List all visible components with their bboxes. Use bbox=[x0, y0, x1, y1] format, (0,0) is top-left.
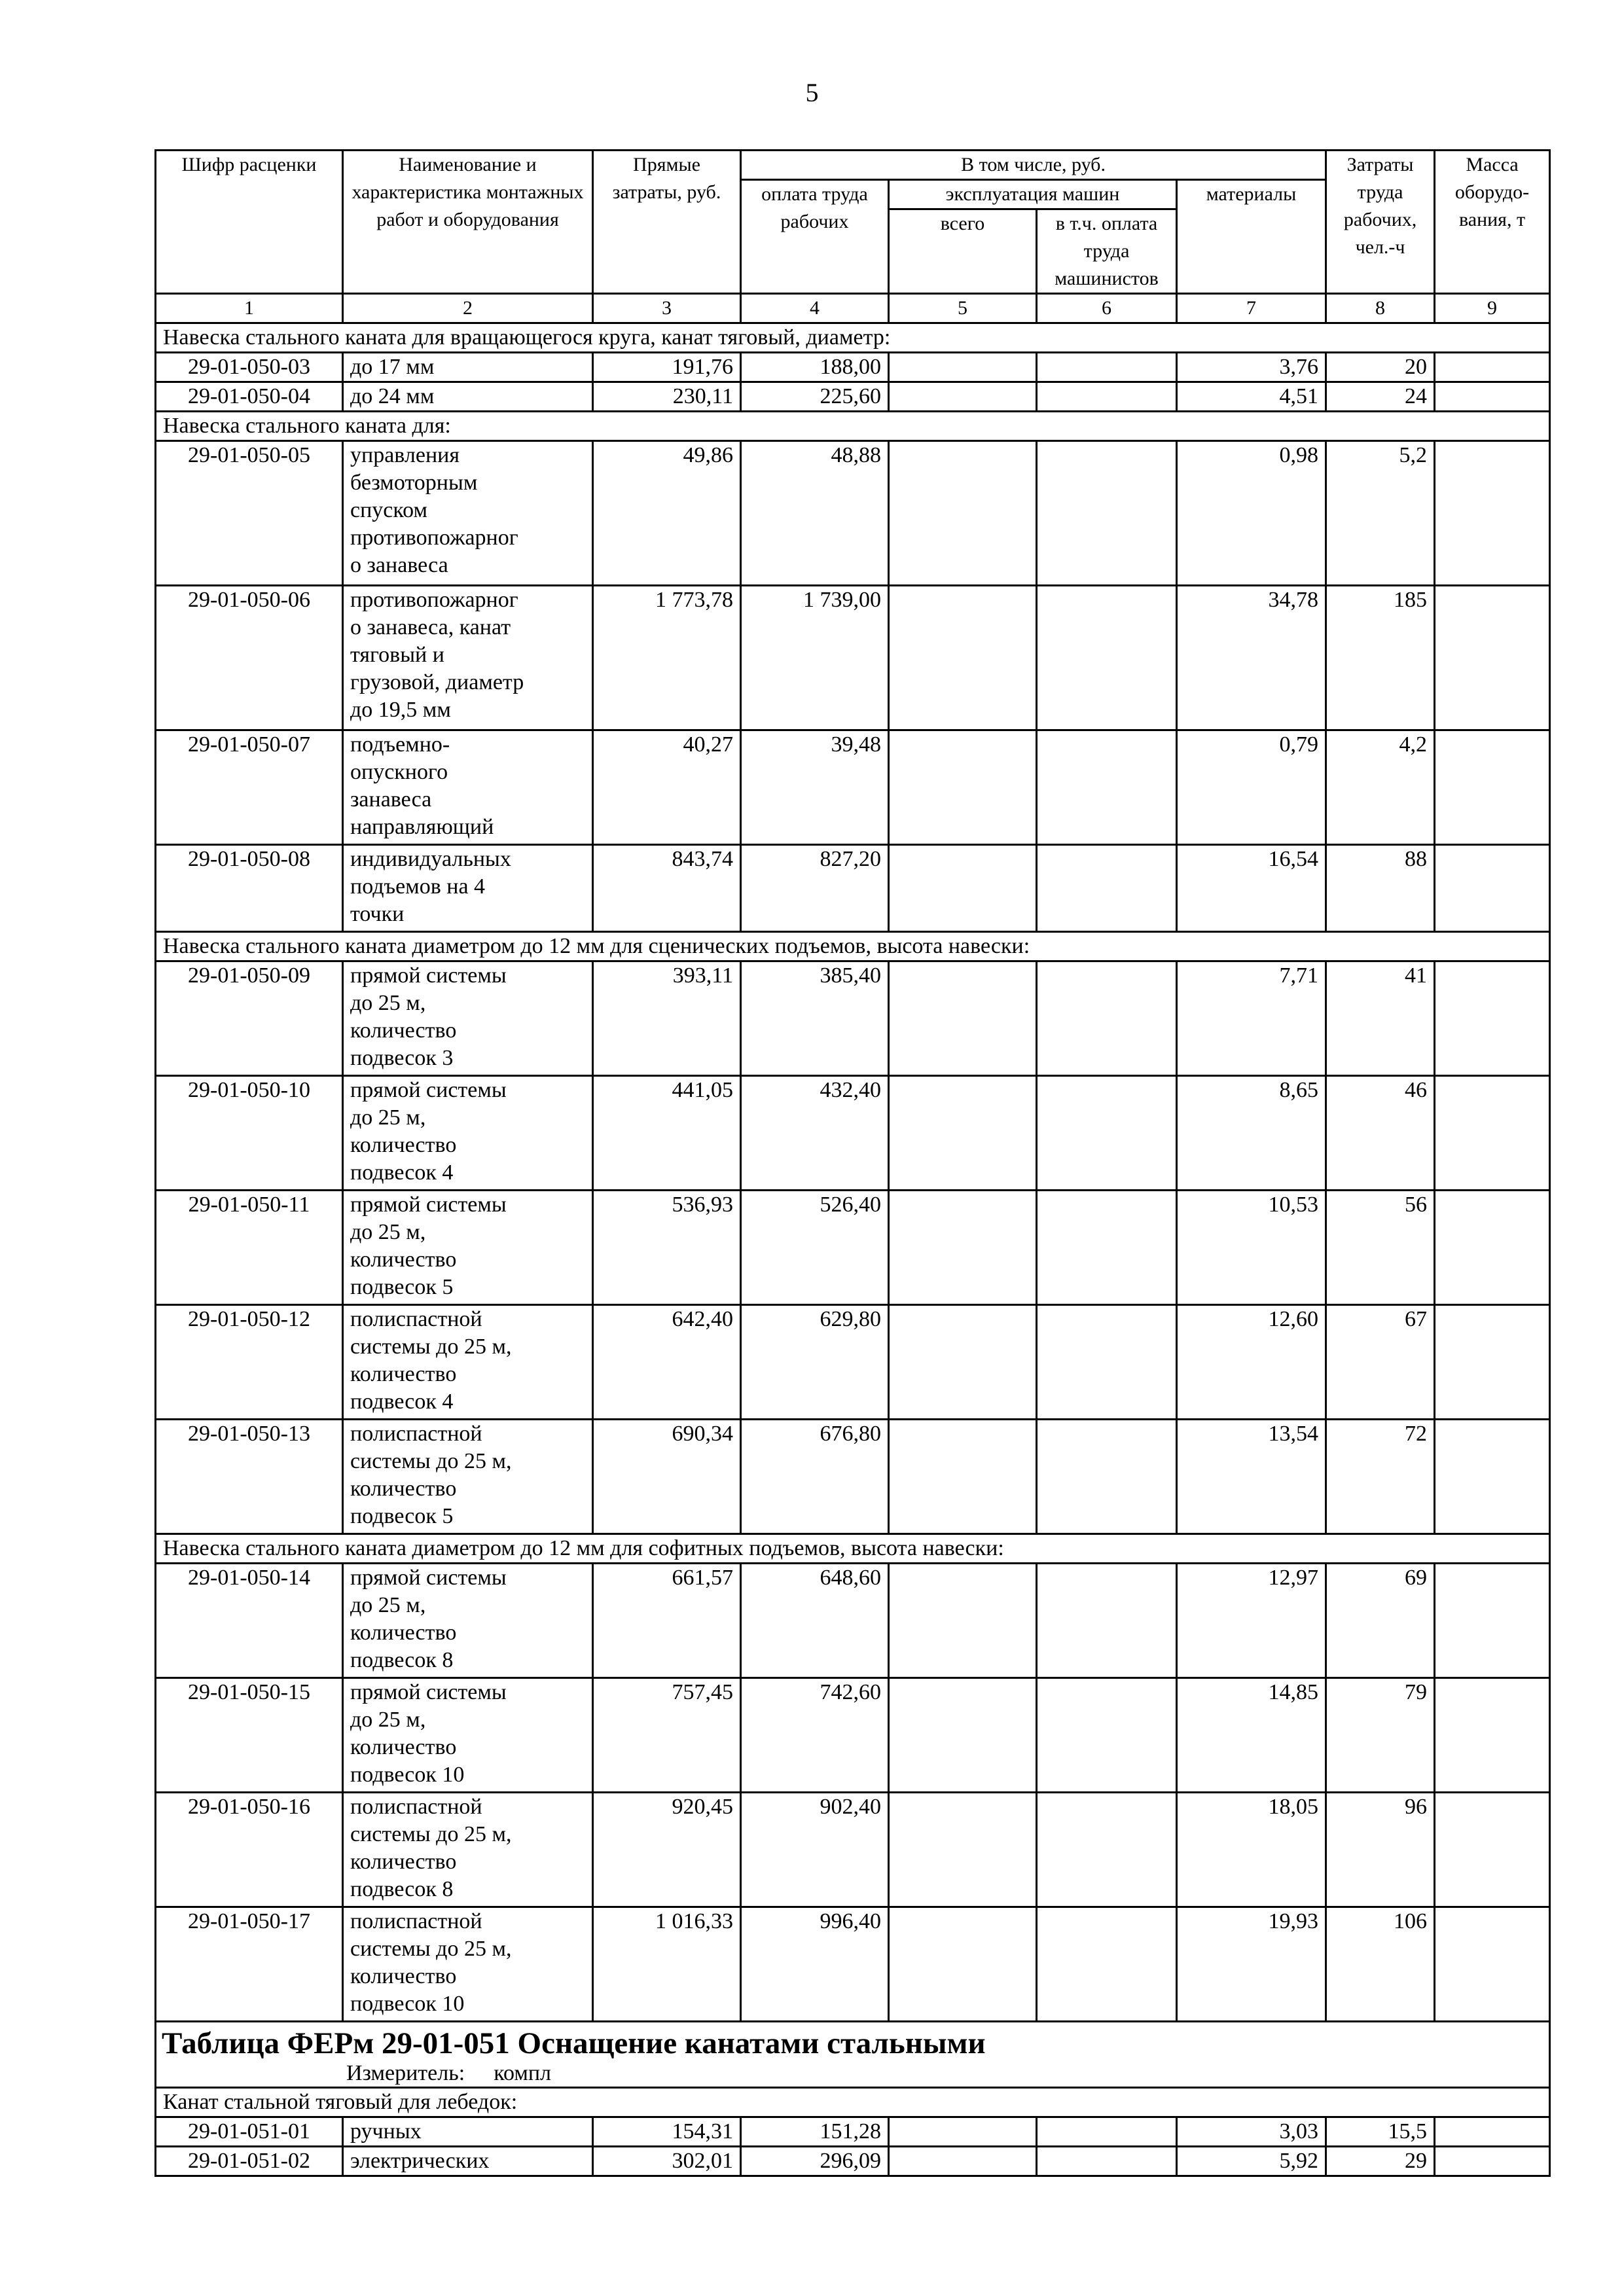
cell-labor: 79 bbox=[1326, 1678, 1435, 1793]
cell-mass bbox=[1435, 1420, 1550, 1534]
cell-wages: 648,60 bbox=[741, 1564, 889, 1678]
table2-title: Таблица ФЕРм 29-01-051 Оснащение канатами стальными bbox=[162, 2026, 986, 2060]
cell-mass bbox=[1435, 2117, 1550, 2147]
cell-wages: 225,60 bbox=[741, 382, 889, 412]
cell-wages: 39,48 bbox=[741, 730, 889, 845]
section-row bbox=[156, 412, 1550, 441]
cell-labor: 72 bbox=[1326, 1420, 1435, 1534]
cell-materials: 3,03 bbox=[1177, 2117, 1326, 2147]
cell-mass bbox=[1435, 961, 1550, 1076]
cell-machinist-wages bbox=[1037, 382, 1177, 412]
column-number: 3 bbox=[593, 294, 741, 323]
cell-wages: 827,20 bbox=[741, 845, 889, 932]
cell-direct: 843,74 bbox=[593, 845, 741, 932]
cell-name: до 24 мм bbox=[343, 382, 593, 412]
cell-name: прямой системы до 25 м, количество подвесок 8 bbox=[343, 1564, 593, 1678]
header-direct: Прямые затраты, руб. bbox=[593, 151, 741, 294]
cell-code: 29-01-051-01 bbox=[156, 2117, 343, 2147]
cell-name: ручных bbox=[343, 2117, 593, 2147]
cell-materials: 0,79 bbox=[1177, 730, 1326, 845]
cell-name: прямой системы до 25 м, количество подвесок 5 bbox=[343, 1191, 593, 1305]
cell-machines-total bbox=[889, 1907, 1037, 2022]
header-machines-total: всего bbox=[889, 209, 1037, 294]
cell-name: полиспастной системы до 25 м, количество подвесок 4 bbox=[343, 1305, 593, 1420]
cell-machinist-wages bbox=[1037, 1191, 1177, 1305]
cell-labor: 20 bbox=[1326, 353, 1435, 382]
cell-wages: 629,80 bbox=[741, 1305, 889, 1420]
cell-machinist-wages bbox=[1037, 586, 1177, 730]
cell-direct: 536,93 bbox=[593, 1191, 741, 1305]
cell-machines-total bbox=[889, 2147, 1037, 2176]
table-row bbox=[156, 1420, 1550, 1534]
table-row bbox=[156, 1305, 1550, 1420]
table-row bbox=[156, 2117, 1550, 2147]
cell-machines-total bbox=[889, 1076, 1037, 1191]
column-number: 8 bbox=[1326, 294, 1435, 323]
cell-labor: 46 bbox=[1326, 1076, 1435, 1191]
cell-machinist-wages bbox=[1037, 353, 1177, 382]
cell-code: 29-01-050-12 bbox=[156, 1305, 343, 1420]
cell-machinist-wages bbox=[1037, 961, 1177, 1076]
header-mass: Масса оборудо-вания, т bbox=[1435, 151, 1550, 294]
cell-mass bbox=[1435, 1305, 1550, 1420]
cell-code: 29-01-050-04 bbox=[156, 382, 343, 412]
cell-machines-total bbox=[889, 845, 1037, 932]
section-row bbox=[156, 2088, 1550, 2117]
cell-machinist-wages bbox=[1037, 441, 1177, 586]
cell-machines-total bbox=[889, 1678, 1037, 1793]
page-number: 5 bbox=[805, 78, 819, 107]
column-number: 1 bbox=[156, 294, 343, 323]
cell-machines-total bbox=[889, 1305, 1037, 1420]
cell-materials: 4,51 bbox=[1177, 382, 1326, 412]
cell-machines-total bbox=[889, 2117, 1037, 2147]
cell-direct: 661,57 bbox=[593, 1564, 741, 1678]
table-row bbox=[156, 845, 1550, 932]
cell-machines-total bbox=[889, 1793, 1037, 1907]
cell-direct: 757,45 bbox=[593, 1678, 741, 1793]
cell-materials: 10,53 bbox=[1177, 1191, 1326, 1305]
section-title: Навеска стального каната для вращающегося круга, канат тяговый, диаметр: bbox=[156, 323, 1550, 353]
cell-materials: 19,93 bbox=[1177, 1907, 1326, 2022]
cell-machines-total bbox=[889, 1191, 1037, 1305]
cell-direct: 1 016,33 bbox=[593, 1907, 741, 2022]
cell-labor: 5,2 bbox=[1326, 441, 1435, 586]
cell-labor: 4,2 bbox=[1326, 730, 1435, 845]
cell-materials: 0,98 bbox=[1177, 441, 1326, 586]
column-number: 4 bbox=[741, 294, 889, 323]
section-row bbox=[156, 1534, 1550, 1564]
cell-name: противопожарног о занавеса, канат тяговый и грузовой, диаметр до 19,5 мм bbox=[343, 586, 593, 730]
column-number: 2 bbox=[343, 294, 593, 323]
cell-labor: 69 bbox=[1326, 1564, 1435, 1678]
cell-name: управления безмоторным спуском противопожарног о занавеса bbox=[343, 441, 593, 586]
cell-code: 29-01-050-11 bbox=[156, 1191, 343, 1305]
header-machines: эксплуатация машин bbox=[889, 180, 1177, 209]
cell-machinist-wages bbox=[1037, 1793, 1177, 1907]
cell-wages: 996,40 bbox=[741, 1907, 889, 2022]
cell-code: 29-01-050-07 bbox=[156, 730, 343, 845]
cell-direct: 154,31 bbox=[593, 2117, 741, 2147]
cell-direct: 191,76 bbox=[593, 353, 741, 382]
cell-machinist-wages bbox=[1037, 2117, 1177, 2147]
cell-machines-total bbox=[889, 586, 1037, 730]
cell-code: 29-01-050-10 bbox=[156, 1076, 343, 1191]
header-code: Шифр расценки bbox=[156, 151, 343, 294]
cell-mass bbox=[1435, 353, 1550, 382]
cell-machinist-wages bbox=[1037, 2147, 1177, 2176]
cell-machinist-wages bbox=[1037, 1305, 1177, 1420]
cell-mass bbox=[1435, 382, 1550, 412]
cell-mass bbox=[1435, 586, 1550, 730]
section-title: Навеска стального каната для: bbox=[156, 412, 1550, 441]
cell-labor: 15,5 bbox=[1326, 2117, 1435, 2147]
cell-machines-total bbox=[889, 353, 1037, 382]
cell-machinist-wages bbox=[1037, 1564, 1177, 1678]
cell-code: 29-01-050-15 bbox=[156, 1678, 343, 1793]
cell-machines-total bbox=[889, 1564, 1037, 1678]
column-number: 7 bbox=[1177, 294, 1326, 323]
section-title: Навеска стального каната диаметром до 12 мм для сценических подъемов, высота навески: bbox=[156, 932, 1550, 961]
cell-code: 29-01-050-06 bbox=[156, 586, 343, 730]
cell-mass bbox=[1435, 1076, 1550, 1191]
cell-code: 29-01-050-08 bbox=[156, 845, 343, 932]
cell-machinist-wages bbox=[1037, 845, 1177, 932]
cell-mass bbox=[1435, 1907, 1550, 2022]
cell-direct: 441,05 bbox=[593, 1076, 741, 1191]
cell-mass bbox=[1435, 845, 1550, 932]
cell-materials: 12,60 bbox=[1177, 1305, 1326, 1420]
cell-wages: 296,09 bbox=[741, 2147, 889, 2176]
cell-name: электрических bbox=[343, 2147, 593, 2176]
cell-labor: 41 bbox=[1326, 961, 1435, 1076]
cell-labor: 67 bbox=[1326, 1305, 1435, 1420]
cell-materials: 5,92 bbox=[1177, 2147, 1326, 2176]
cell-code: 29-01-050-13 bbox=[156, 1420, 343, 1534]
cell-code: 29-01-050-17 bbox=[156, 1907, 343, 2022]
cell-direct: 393,11 bbox=[593, 961, 741, 1076]
cell-materials: 18,05 bbox=[1177, 1793, 1326, 1907]
cell-materials: 16,54 bbox=[1177, 845, 1326, 932]
column-number: 6 bbox=[1037, 294, 1177, 323]
cell-materials: 12,97 bbox=[1177, 1564, 1326, 1678]
cell-machines-total bbox=[889, 730, 1037, 845]
table-row bbox=[156, 1793, 1550, 1907]
cell-wages: 188,00 bbox=[741, 353, 889, 382]
header-labor: Затраты труда рабочих, чел.-ч bbox=[1326, 151, 1435, 294]
header-materials: материалы bbox=[1177, 180, 1326, 294]
cell-direct: 1 773,78 bbox=[593, 586, 741, 730]
table-row bbox=[156, 730, 1550, 845]
table-row bbox=[156, 1191, 1550, 1305]
cell-code: 29-01-050-05 bbox=[156, 441, 343, 586]
cell-machinist-wages bbox=[1037, 1420, 1177, 1534]
cell-materials: 14,85 bbox=[1177, 1678, 1326, 1793]
section-title: Навеска стального каната диаметром до 12 мм для софитных подъемов, высота навески: bbox=[156, 1534, 1550, 1564]
cell-machinist-wages bbox=[1037, 1907, 1177, 2022]
table-row bbox=[156, 441, 1550, 586]
cell-labor: 96 bbox=[1326, 1793, 1435, 1907]
header-machinist-wages: в т.ч. оплата труда машинистов bbox=[1037, 209, 1177, 294]
cell-mass bbox=[1435, 441, 1550, 586]
section-row bbox=[156, 323, 1550, 353]
cell-direct: 40,27 bbox=[593, 730, 741, 845]
cell-name: подъемно- опускного занавеса направляющий bbox=[343, 730, 593, 845]
table-row bbox=[156, 1564, 1550, 1678]
table-row bbox=[156, 1076, 1550, 1191]
table2-heading-row bbox=[156, 2022, 1550, 2088]
cell-name: полиспастной системы до 25 м, количество подвесок 5 bbox=[343, 1420, 593, 1534]
table2-measure bbox=[156, 2060, 1549, 2087]
table-row bbox=[156, 353, 1550, 382]
cell-wages: 1 739,00 bbox=[741, 586, 889, 730]
cell-name: прямой системы до 25 м, количество подвесок 3 bbox=[343, 961, 593, 1076]
cell-machinist-wages bbox=[1037, 1076, 1177, 1191]
cell-materials: 3,76 bbox=[1177, 353, 1326, 382]
cell-labor: 24 bbox=[1326, 382, 1435, 412]
cell-materials: 8,65 bbox=[1177, 1076, 1326, 1191]
cell-code: 29-01-050-09 bbox=[156, 961, 343, 1076]
cell-direct: 302,01 bbox=[593, 2147, 741, 2176]
cell-direct: 49,86 bbox=[593, 441, 741, 586]
cell-wages: 48,88 bbox=[741, 441, 889, 586]
cell-code: 29-01-051-02 bbox=[156, 2147, 343, 2176]
cell-name: прямой системы до 25 м, количество подвесок 4 bbox=[343, 1076, 593, 1191]
cell-labor: 185 bbox=[1326, 586, 1435, 730]
cell-wages: 676,80 bbox=[741, 1420, 889, 1534]
header-wages: оплата труда рабочих bbox=[741, 180, 889, 294]
column-number: 9 bbox=[1435, 294, 1550, 323]
cell-wages: 432,40 bbox=[741, 1076, 889, 1191]
cell-wages: 742,60 bbox=[741, 1678, 889, 1793]
table-row bbox=[156, 1678, 1550, 1793]
column-numbers-row bbox=[156, 294, 1550, 323]
cell-wages: 151,28 bbox=[741, 2117, 889, 2147]
cell-labor: 88 bbox=[1326, 845, 1435, 932]
section-title: Канат стальной тяговый для лебедок: bbox=[156, 2088, 1550, 2117]
cell-code: 29-01-050-16 bbox=[156, 1793, 343, 1907]
cell-wages: 902,40 bbox=[741, 1793, 889, 1907]
cell-code: 29-01-050-03 bbox=[156, 353, 343, 382]
measure-label: Измеритель: bbox=[346, 2061, 465, 2085]
cell-mass bbox=[1435, 2147, 1550, 2176]
cell-mass bbox=[1435, 1678, 1550, 1793]
price-table bbox=[154, 149, 1551, 2177]
table-row bbox=[156, 2147, 1550, 2176]
cell-labor: 29 bbox=[1326, 2147, 1435, 2176]
table-row bbox=[156, 382, 1550, 412]
section-row bbox=[156, 932, 1550, 961]
cell-machines-total bbox=[889, 441, 1037, 586]
cell-direct: 920,45 bbox=[593, 1793, 741, 1907]
cell-materials: 7,71 bbox=[1177, 961, 1326, 1076]
cell-machines-total bbox=[889, 382, 1037, 412]
cell-code: 29-01-050-14 bbox=[156, 1564, 343, 1678]
table-row bbox=[156, 1907, 1550, 2022]
cell-mass bbox=[1435, 730, 1550, 845]
cell-machines-total bbox=[889, 1420, 1037, 1534]
header-name: Наименование и характеристика монтажных работ и оборудования bbox=[343, 151, 593, 294]
cell-mass bbox=[1435, 1191, 1550, 1305]
cell-name: полиспастной системы до 25 м, количество подвесок 8 bbox=[343, 1793, 593, 1907]
cell-machinist-wages bbox=[1037, 730, 1177, 845]
cell-name: прямой системы до 25 м, количество подвесок 10 bbox=[343, 1678, 593, 1793]
cell-materials: 13,54 bbox=[1177, 1420, 1326, 1534]
table-row bbox=[156, 586, 1550, 730]
cell-name: индивидуальных подъемов на 4 точки bbox=[343, 845, 593, 932]
cell-wages: 385,40 bbox=[741, 961, 889, 1076]
table-row bbox=[156, 961, 1550, 1076]
cell-name: полиспастной системы до 25 м, количество подвесок 10 bbox=[343, 1907, 593, 2022]
cell-wages: 526,40 bbox=[741, 1191, 889, 1305]
cell-direct: 642,40 bbox=[593, 1305, 741, 1420]
header-including: В том числе, руб. bbox=[741, 151, 1326, 180]
cell-direct: 690,34 bbox=[593, 1420, 741, 1534]
cell-labor: 106 bbox=[1326, 1907, 1435, 2022]
measure-value: компл bbox=[494, 2061, 552, 2085]
cell-machinist-wages bbox=[1037, 1678, 1177, 1793]
table2-heading bbox=[156, 2022, 1550, 2088]
cell-mass bbox=[1435, 1793, 1550, 1907]
cell-materials: 34,78 bbox=[1177, 586, 1326, 730]
cell-name: до 17 мм bbox=[343, 353, 593, 382]
cell-mass bbox=[1435, 1564, 1550, 1678]
cell-labor: 56 bbox=[1326, 1191, 1435, 1305]
column-number: 5 bbox=[889, 294, 1037, 323]
cell-direct: 230,11 bbox=[593, 382, 741, 412]
cell-machines-total bbox=[889, 961, 1037, 1076]
